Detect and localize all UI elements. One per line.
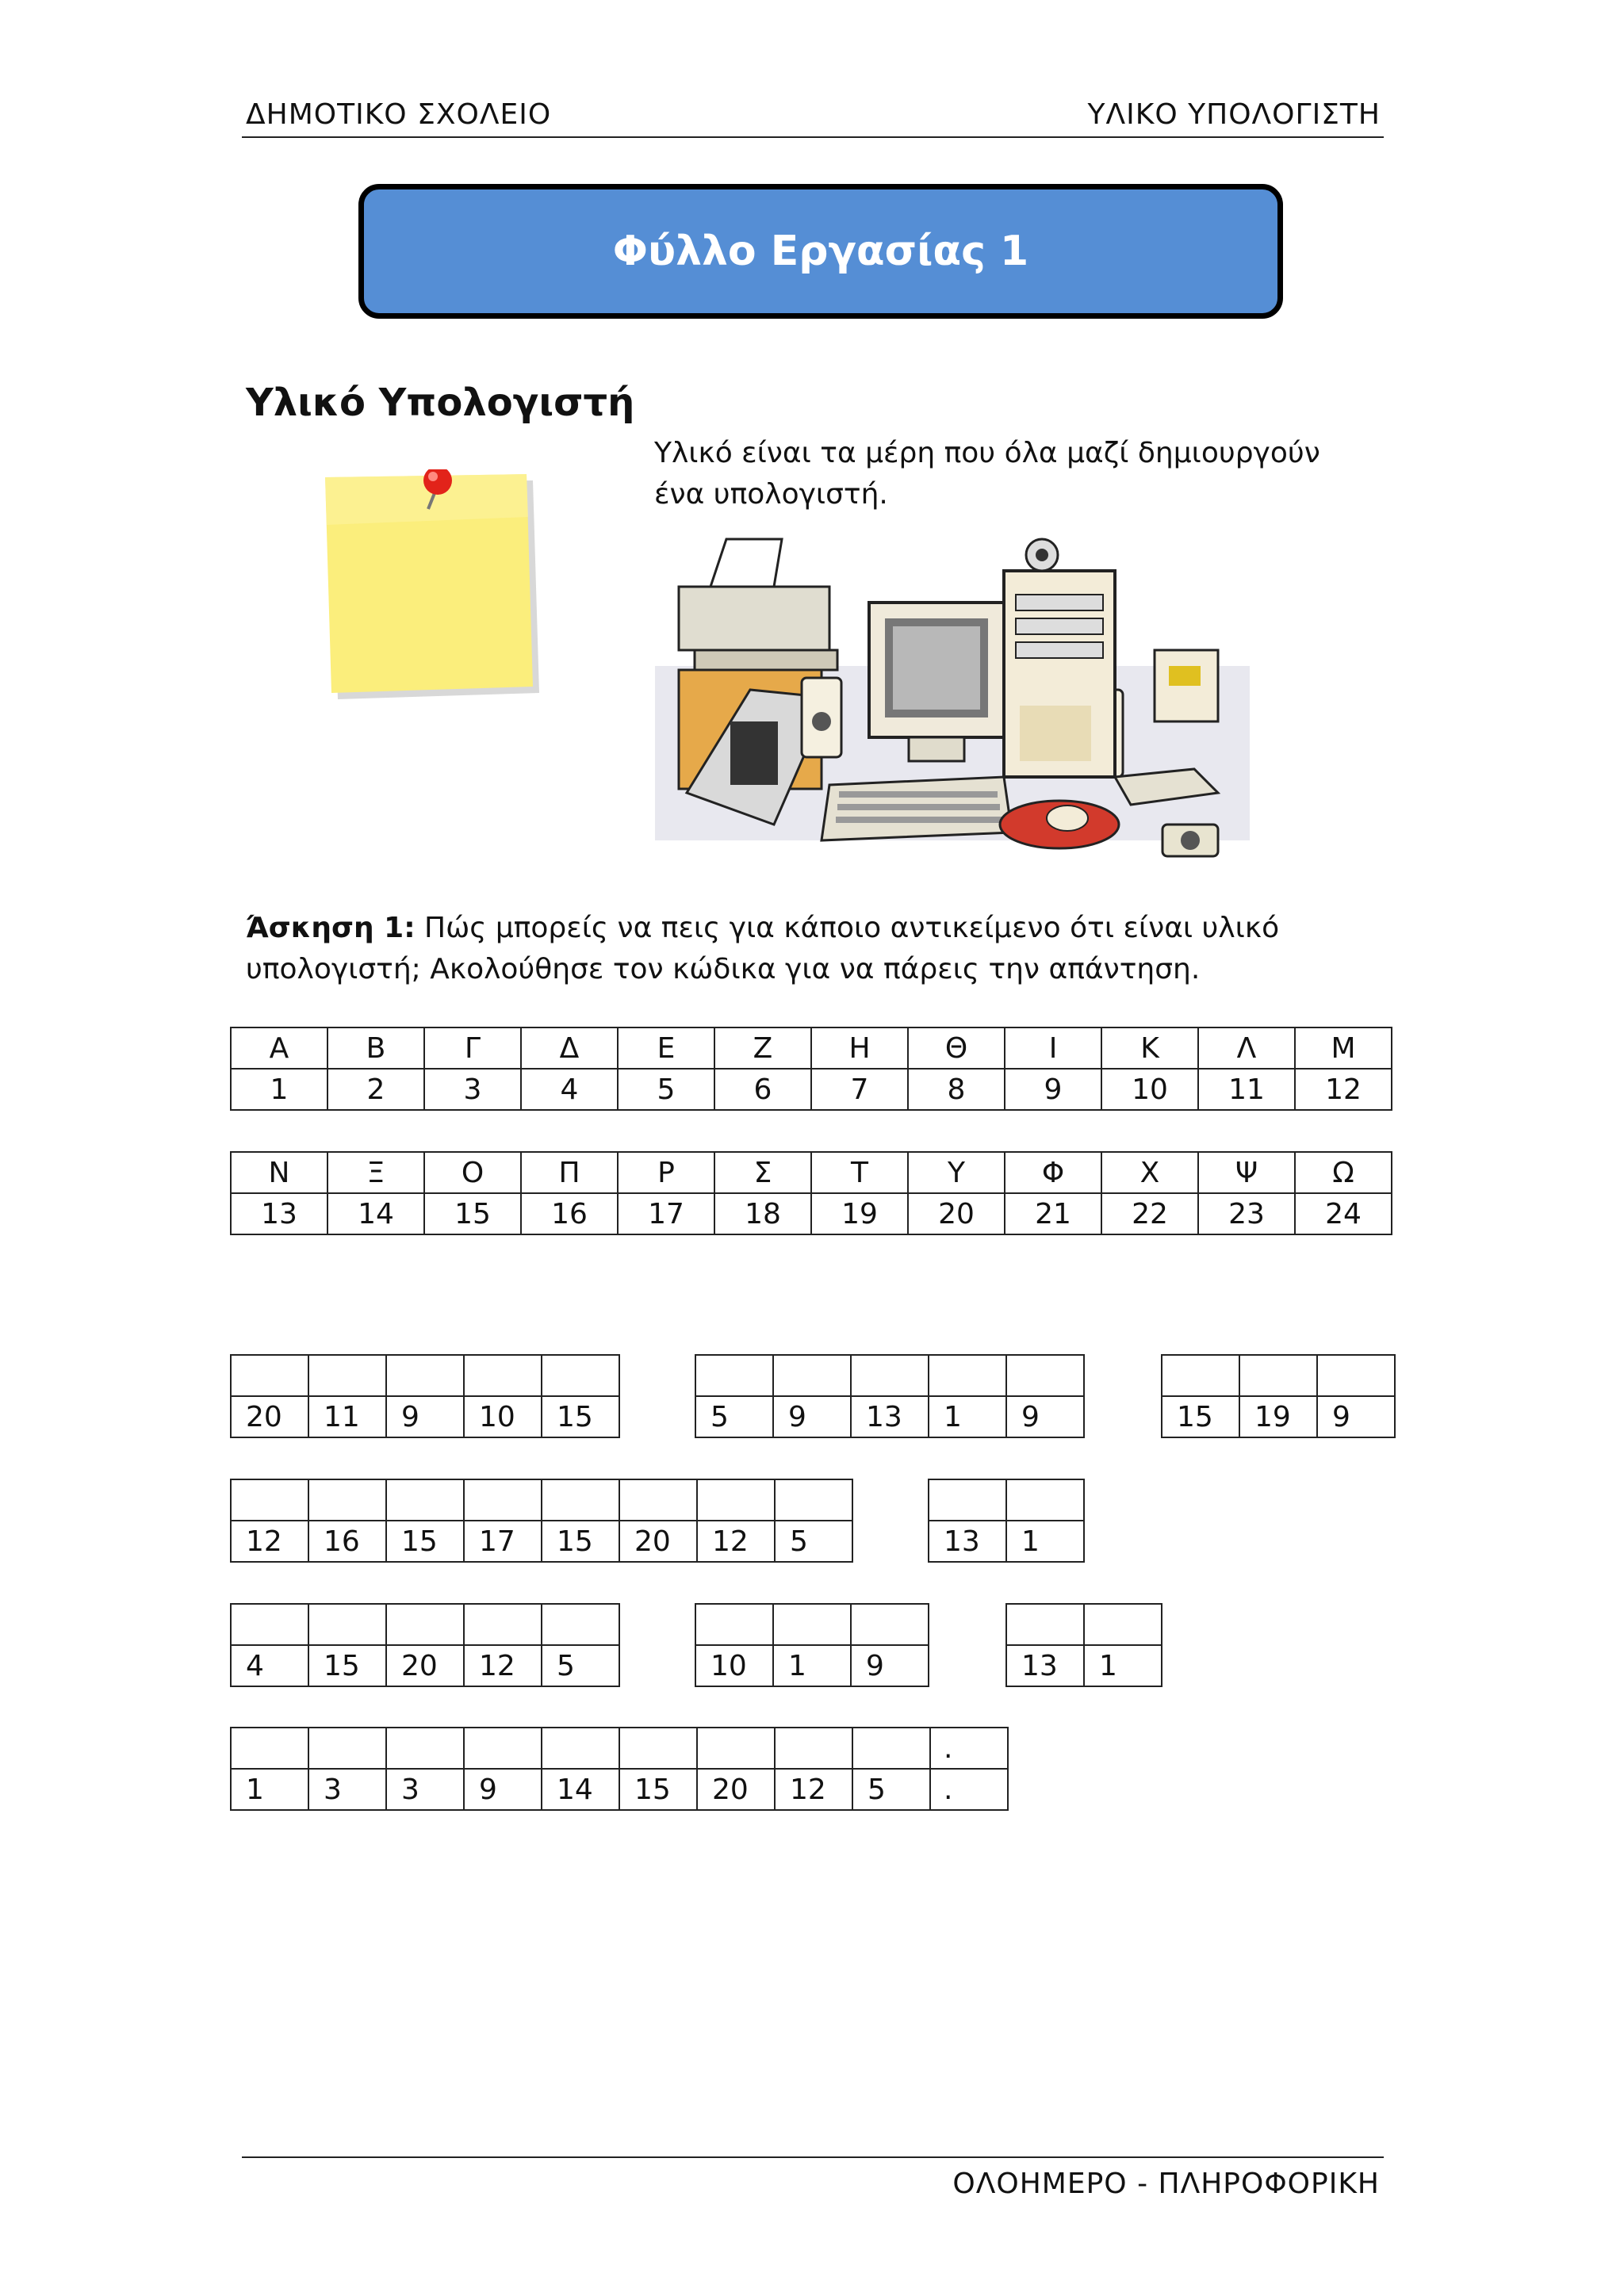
key-cell: Ι [1005, 1027, 1101, 1069]
key-cell: Τ [811, 1152, 908, 1193]
code-cell: 19 [1239, 1396, 1317, 1437]
key-cell: Φ [1005, 1152, 1101, 1193]
key-numbers-row [231, 1069, 1392, 1110]
code-cell: 1 [231, 1769, 308, 1810]
key-cell: 17 [618, 1193, 714, 1234]
key-cell: Υ [908, 1152, 1005, 1193]
code-cell: 9 [1006, 1396, 1084, 1437]
answer-cell[interactable] [308, 1604, 386, 1645]
key-cell: Γ [424, 1027, 521, 1069]
exercise-label: Άσκηση 1: [246, 912, 416, 944]
word-puzzle-8 [1005, 1603, 1162, 1687]
code-cell: 5 [852, 1769, 930, 1810]
exercise-1-instructions [246, 908, 1404, 990]
key-cell: Ν [231, 1152, 327, 1193]
answer-cell[interactable] [852, 1728, 930, 1769]
answer-cell[interactable] [386, 1355, 464, 1396]
key-numbers-row [231, 1193, 1392, 1234]
key-cell: 1 [231, 1069, 327, 1110]
answer-cell[interactable] [697, 1479, 775, 1521]
answer-row [1162, 1355, 1395, 1396]
key-cell: 12 [1295, 1069, 1392, 1110]
code-cell: 13 [1006, 1645, 1084, 1686]
word-puzzle-1 [230, 1354, 620, 1438]
key-cell: Ω [1295, 1152, 1392, 1193]
code-cell: 15 [542, 1521, 619, 1562]
code-cell: 9 [464, 1769, 542, 1810]
answer-cell[interactable] [851, 1604, 929, 1645]
section-title: Υλικό Υπολογιστή [246, 381, 635, 425]
code-cell: 9 [773, 1396, 851, 1437]
answer-cell[interactable] [308, 1728, 386, 1769]
answer-cell[interactable] [542, 1479, 619, 1521]
key-cell: 20 [908, 1193, 1005, 1234]
answer-cell[interactable] [1006, 1355, 1084, 1396]
key-cell: Ε [618, 1027, 714, 1069]
answer-cell[interactable] [464, 1355, 542, 1396]
answer-cell[interactable] [308, 1355, 386, 1396]
answer-cell[interactable] [231, 1728, 308, 1769]
key-cell: Μ [1295, 1027, 1392, 1069]
key-cell: Ξ [327, 1152, 424, 1193]
code-row [929, 1521, 1084, 1562]
word-puzzle-6 [230, 1603, 620, 1687]
key-cell: 24 [1295, 1193, 1392, 1234]
code-cell: 5 [542, 1645, 619, 1686]
key-cell: Α [231, 1027, 327, 1069]
answer-cell[interactable] [542, 1728, 619, 1769]
answer-cell[interactable] [773, 1355, 851, 1396]
footer-rule [242, 2156, 1384, 2158]
intro-text: Υλικό είναι τα μέρη που όλα μαζί δημιουργούν ένα υπολογιστή. [654, 437, 1320, 511]
code-cell: 1 [1006, 1521, 1084, 1562]
answer-cell[interactable] [775, 1479, 852, 1521]
answer-cell[interactable] [695, 1355, 773, 1396]
answer-cell[interactable] [1006, 1604, 1084, 1645]
key-cell: 7 [811, 1069, 908, 1110]
answer-row [929, 1479, 1084, 1521]
key-cell: Π [521, 1152, 618, 1193]
punctuation-cell: . [930, 1728, 1008, 1769]
answer-row [231, 1479, 852, 1521]
answer-cell[interactable] [231, 1355, 308, 1396]
answer-cell[interactable] [1084, 1604, 1162, 1645]
word-puzzle-2 [695, 1354, 1085, 1438]
exercise-text: Πώς μπορείς να πεις για κάποιο αντικείμενο ότι είναι υλικό υπολογιστή; Ακολούθησε τον κώδικα για να πάρεις την απάντηση. [246, 912, 1280, 985]
answer-cell[interactable] [775, 1728, 852, 1769]
answer-cell[interactable] [619, 1728, 697, 1769]
code-cell: 12 [775, 1769, 852, 1810]
code-cell: 9 [851, 1645, 929, 1686]
code-row [1006, 1645, 1162, 1686]
answer-cell[interactable] [386, 1479, 464, 1521]
key-cell: 22 [1101, 1193, 1198, 1234]
code-cell: 9 [1317, 1396, 1395, 1437]
word-puzzle-5 [928, 1479, 1085, 1563]
answer-cell[interactable] [1239, 1355, 1317, 1396]
code-cell: 15 [308, 1645, 386, 1686]
code-cell: 12 [697, 1521, 775, 1562]
code-cell: 15 [542, 1396, 619, 1437]
header-subject: ΥΛΙΚΟ ΥΠΟΛΟΓΙΣΤΗ [1087, 98, 1381, 131]
key-cell: Σ [714, 1152, 811, 1193]
key-cell: 21 [1005, 1193, 1101, 1234]
code-row [231, 1521, 852, 1562]
key-letters-row [231, 1027, 1392, 1069]
key-cell: 23 [1198, 1193, 1295, 1234]
code-cell: 9 [386, 1396, 464, 1437]
key-cell: Δ [521, 1027, 618, 1069]
sticky-note-icon [317, 469, 555, 715]
code-key-table-1 [230, 1027, 1392, 1111]
key-cell: 11 [1198, 1069, 1295, 1110]
answer-cell[interactable] [386, 1604, 464, 1645]
header-rule [242, 136, 1384, 138]
answer-row [695, 1604, 929, 1645]
key-cell: 19 [811, 1193, 908, 1234]
code-cell: 17 [464, 1521, 542, 1562]
code-row [695, 1396, 1084, 1437]
key-cell: Ρ [618, 1152, 714, 1193]
key-cell: 15 [424, 1193, 521, 1234]
answer-cell[interactable] [929, 1355, 1006, 1396]
code-cell: 12 [464, 1645, 542, 1686]
key-cell: Ο [424, 1152, 521, 1193]
code-row [1162, 1396, 1395, 1437]
answer-cell[interactable] [1162, 1355, 1239, 1396]
answer-cell[interactable] [1317, 1355, 1395, 1396]
key-cell: 6 [714, 1069, 811, 1110]
code-cell: 5 [695, 1396, 773, 1437]
answer-cell[interactable] [695, 1604, 773, 1645]
code-row [695, 1645, 929, 1686]
key-cell: 13 [231, 1193, 327, 1234]
word-puzzle-4 [230, 1479, 853, 1563]
punctuation-cell: . [930, 1769, 1008, 1810]
code-key-table-2 [230, 1151, 1392, 1235]
answer-cell[interactable] [697, 1728, 775, 1769]
key-cell: 3 [424, 1069, 521, 1110]
key-cell: 9 [1005, 1069, 1101, 1110]
key-cell: 5 [618, 1069, 714, 1110]
code-cell: 16 [308, 1521, 386, 1562]
answer-row [231, 1604, 619, 1645]
code-cell: 1 [929, 1396, 1006, 1437]
answer-row [1006, 1604, 1162, 1645]
code-cell: 15 [1162, 1396, 1239, 1437]
computer-hardware-illustration [655, 531, 1250, 864]
code-cell: 10 [695, 1645, 773, 1686]
answer-row [695, 1355, 1084, 1396]
code-cell: 12 [231, 1521, 308, 1562]
answer-row [231, 1728, 1008, 1769]
key-cell: 18 [714, 1193, 811, 1234]
code-cell: 15 [619, 1769, 697, 1810]
answer-cell[interactable] [231, 1604, 308, 1645]
key-cell: Β [327, 1027, 424, 1069]
code-cell: 3 [308, 1769, 386, 1810]
key-cell: 10 [1101, 1069, 1198, 1110]
code-cell: 13 [929, 1521, 1006, 1562]
code-cell: 20 [231, 1396, 308, 1437]
answer-cell[interactable] [1006, 1479, 1084, 1521]
code-cell: 14 [542, 1769, 619, 1810]
key-cell: Χ [1101, 1152, 1198, 1193]
key-cell: Η [811, 1027, 908, 1069]
answer-cell[interactable] [464, 1479, 542, 1521]
code-row [231, 1396, 619, 1437]
code-cell: 20 [619, 1521, 697, 1562]
key-cell: Ζ [714, 1027, 811, 1069]
code-cell: 1 [1084, 1645, 1162, 1686]
answer-cell[interactable] [619, 1479, 697, 1521]
key-letters-row [231, 1152, 1392, 1193]
answer-cell[interactable] [464, 1604, 542, 1645]
answer-row [231, 1355, 619, 1396]
answer-cell[interactable] [542, 1355, 619, 1396]
worksheet-title-banner [358, 184, 1283, 319]
code-cell: 20 [386, 1645, 464, 1686]
code-row [231, 1645, 619, 1686]
code-cell: 5 [775, 1521, 852, 1562]
key-cell: Θ [908, 1027, 1005, 1069]
code-cell: 13 [851, 1396, 929, 1437]
code-cell: 1 [773, 1645, 851, 1686]
key-cell: 8 [908, 1069, 1005, 1110]
key-cell: Ψ [1198, 1152, 1295, 1193]
code-cell: 10 [464, 1396, 542, 1437]
key-cell: Λ [1198, 1027, 1295, 1069]
key-cell: Κ [1101, 1027, 1198, 1069]
footer-text: ΟΛΟΗΜΕΡΟ - ΠΛΗΡΟΦΟΡΙΚΗ [952, 2168, 1380, 2200]
header-school: ΔΗΜΟΤΙΚΟ ΣΧΟΛΕΙΟ [246, 98, 552, 131]
word-puzzle-9 [230, 1727, 1009, 1811]
code-cell: 20 [697, 1769, 775, 1810]
code-cell: 11 [308, 1396, 386, 1437]
answer-cell[interactable] [542, 1604, 619, 1645]
answer-cell[interactable] [386, 1728, 464, 1769]
answer-cell[interactable] [929, 1479, 1006, 1521]
answer-cell[interactable] [231, 1479, 308, 1521]
word-puzzle-3 [1161, 1354, 1396, 1438]
answer-cell[interactable] [464, 1728, 542, 1769]
key-cell: 16 [521, 1193, 618, 1234]
answer-cell[interactable] [851, 1355, 929, 1396]
worksheet-title: Φύλλο Εργασίας 1 [612, 228, 1029, 275]
key-cell: 4 [521, 1069, 618, 1110]
key-cell: 14 [327, 1193, 424, 1234]
answer-cell[interactable] [773, 1604, 851, 1645]
key-cell: 2 [327, 1069, 424, 1110]
code-cell: 4 [231, 1645, 308, 1686]
word-puzzle-7 [695, 1603, 929, 1687]
code-cell: 3 [386, 1769, 464, 1810]
code-row [231, 1769, 1008, 1810]
code-cell: 15 [386, 1521, 464, 1562]
answer-cell[interactable] [308, 1479, 386, 1521]
